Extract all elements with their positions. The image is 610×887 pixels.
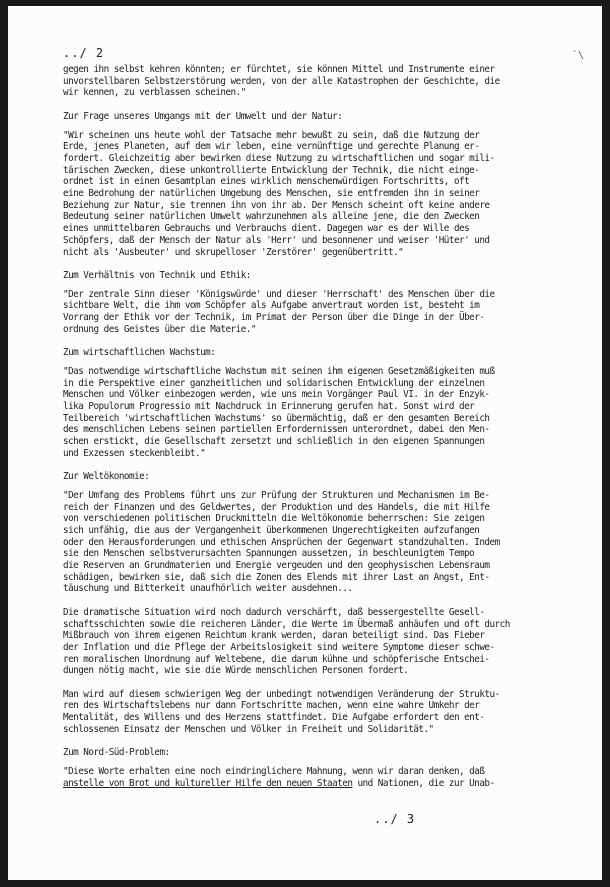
text-line: Schöpfers, daß der Mensch der Natur als 'Herr' und besonnener und weiser 'Hüter' und (63, 234, 490, 246)
text-line: ordnet ist in einen Gesamtplan eines wirklich menschenwürdigen Fortschritts, oft (63, 176, 470, 188)
text-line: ren moralischen Unordnung auf Weltebene, die darum kühne und schöpferische Entschei- (63, 653, 490, 665)
text-line: Erde, jenes Planeten, auf dem wir leben, eine vernünftige und gerechte Planung er- (63, 141, 480, 153)
text-line: die Reserven an Grundmaterien und Energie vergeuden und den geophysischen Lebensraum (63, 560, 490, 572)
text-line: Mentalität, des Willens und des Herzens stattfindet. Die Aufgabe erfordert den ent- (63, 712, 485, 724)
page-number-bottom: ../ 3 (374, 812, 416, 826)
text-line: "Der zentrale Sinn dieser 'Königswürde' und dieser 'Herrschaft' des Menschen über die (63, 288, 495, 300)
text-line: eines unmittelbaren Gebrauchs und Verbrauchs dient. Dagegen war es der Wille des (63, 223, 470, 235)
section-heading: Zur Frage unseres Umgangs mit der Umwelt und der Natur: (63, 110, 343, 122)
text-line: "Diese Worte erhalten eine noch eindringlichere Mahnung, wenn wir daran denken, daß (63, 765, 485, 777)
text-line: der Inflation und die Pflege der Arbeitslosigkeit sind weitere Symptome dieser schwe- (63, 641, 495, 653)
text-line: reich der Finanzen und des Geldwertes, der Produktion und des Handels, die mit Hilfe (63, 501, 490, 513)
text-line: tärischen Zwecken, diese unkontrollierte Entwicklung der Technik, die nicht einge- (63, 164, 480, 176)
document-body (63, 49, 591, 789)
text-line: lika Populorum Progressio mit Nachdruck in Erinnerung gerufen hat. Sonst wird der (63, 400, 475, 412)
document-page (8, 6, 602, 880)
text-line: Bedeutung seiner natürlichen Umwelt wahrzunehmen als alleine jene, die den Zwecken (63, 211, 480, 223)
text-line: von verschiedenen politischen Druckmitteln die Weltökonomie beherrschen: Sie zeigen (63, 513, 485, 525)
text-line: sich unfähig, die aus der Vergangenheit überkommenen Ungerechtigkeiten aufzufangen (63, 524, 480, 536)
text-line: sichtbare Welt, die ihm vom Schöpfer als Aufgabe anvertraut worden ist, besteht im (63, 300, 480, 312)
text-line: nicht als 'Ausbeuter' und skrupelloser 'Zerstörer' gegenübertritt." (63, 246, 404, 258)
text-line: fordert. Gleichzeitig aber bewirken diese Nutzung zu wirtschaftlichen und sogar mili- (63, 152, 495, 164)
text-line: schädigen, bewirken sie, daß sich die Zonen des Elends mit ihrer Last an Angst, Ent- (63, 571, 490, 583)
text-line: ordnung des Geistes über die Materie." (63, 323, 256, 335)
text-line: Mißbrauch von ihrem eigenen Reichtum krank werden, daran beteiligt sind. Das Fieber (63, 630, 485, 642)
text-fragment: und Nationen, die zur Unab- (352, 777, 495, 789)
text-line: eine Bedrohung der natürlichen Umgebung des Menschen, sie entfremden ihn in seiner (63, 188, 480, 200)
text-line: "Der Umfang des Problems führt uns zur Prüfung der Strukturen und Mechanismen im Be- (63, 489, 490, 501)
text-line: Man wird auf diesem schwierigen Weg der unbedingt notwendigen Veränderung der Struktu- (63, 688, 500, 700)
section-heading: Zur Weltökonomie: (63, 471, 150, 483)
text-line: dungen nötig macht, wie sie die Würde menschlichen Personen fordert. (63, 665, 409, 677)
text-line: sie den Menschen selbstverursachten Spannungen aussetzen, in beschleunigtem Tempo (63, 548, 475, 560)
text-line: ren des Wirtschaftslebens nur dann Fortschritte machen, wenn eine wahre Umkehr der (63, 700, 480, 712)
text-line: schaftsschichten sowie die reicheren Länder, die Werte im Übermaß anhäufen und oft durch (63, 618, 510, 630)
text-line: Beziehung zur Natur, sie trennen ihn von ihr ab. Der Mensch scheint oft keine andere (63, 199, 490, 211)
text-line: Vorrang der Ethik vor der Technik, im Primat der Person über die Dinge in der Über- (63, 312, 485, 324)
text-line: täuschung und Bitterkeit unaufhörlich weiter ausdehnen... (63, 583, 353, 595)
text-line: in die Perspektive einer ganzheitlichen und solidarischen Entwicklung der einzelnen (63, 377, 485, 389)
text-line: wir kennen, zu verblassen scheinen." (63, 87, 246, 99)
text-line: Teilbereich 'wirtschaftlichen Wachstums' so übermächtig, daß er den gesamten Bereich (63, 412, 490, 424)
text-line: gegen ihn selbst kehren könnten; er fürchtet, sie können Mittel und Instrumente einer (63, 64, 495, 75)
text-line: des menschlichen Lebens seinen partiellen Erfordernissen unterordnet, dabei den Men- (63, 424, 490, 436)
section-heading: Zum wirtschaftlichen Wachstum: (63, 347, 216, 359)
section-heading: Zum Nord-Süd-Problem: (63, 747, 170, 759)
text-line: "Wir scheinen uns heute wohl der Tatsache mehr bewußt zu sein, daß die Nutzung der (63, 129, 480, 141)
text-line: Menschen und Völker einbezogen werden, wie uns mein Vorgänger Paul VI. in der Enzyk- (63, 389, 490, 401)
text-line: Die dramatische Situation wird noch dadurch verschärft, daß bessergestellte Gesell- (63, 606, 485, 618)
text-line: und Exzessen steckenbleibt." (63, 447, 206, 459)
text-line: "Das notwendige wirtschaftliche Wachstum mit seinen ihm eigenen Gesetzmäßigkeiten muß (63, 365, 495, 377)
section-heading: Zum Verhältnis von Technik und Ethik: (63, 269, 251, 281)
underlined-text: anstelle von Brot und kultureller Hilfe den neuen Staaten (63, 777, 353, 789)
text-line: oder den Herausforderungen und ethischen Ansprüchen der Gegenwart standzuhalten. Indem (63, 536, 500, 548)
page-number-top: ../ 2 (63, 46, 105, 60)
text-line: schen erstickt, die Gesellschaft zersetzt und schließlich in den eigenen Spannungen (63, 436, 485, 448)
text-line (63, 778, 591, 790)
text-line: unvorstellbaren Selbstzerstörung werden, von der alle Katastrophen der Geschichte, die (63, 75, 500, 87)
text-line: schlossenen Einsatz der Menschen und Völker in Freiheit und Solidarität." (63, 723, 434, 735)
corner-mark: `\ (572, 50, 585, 61)
